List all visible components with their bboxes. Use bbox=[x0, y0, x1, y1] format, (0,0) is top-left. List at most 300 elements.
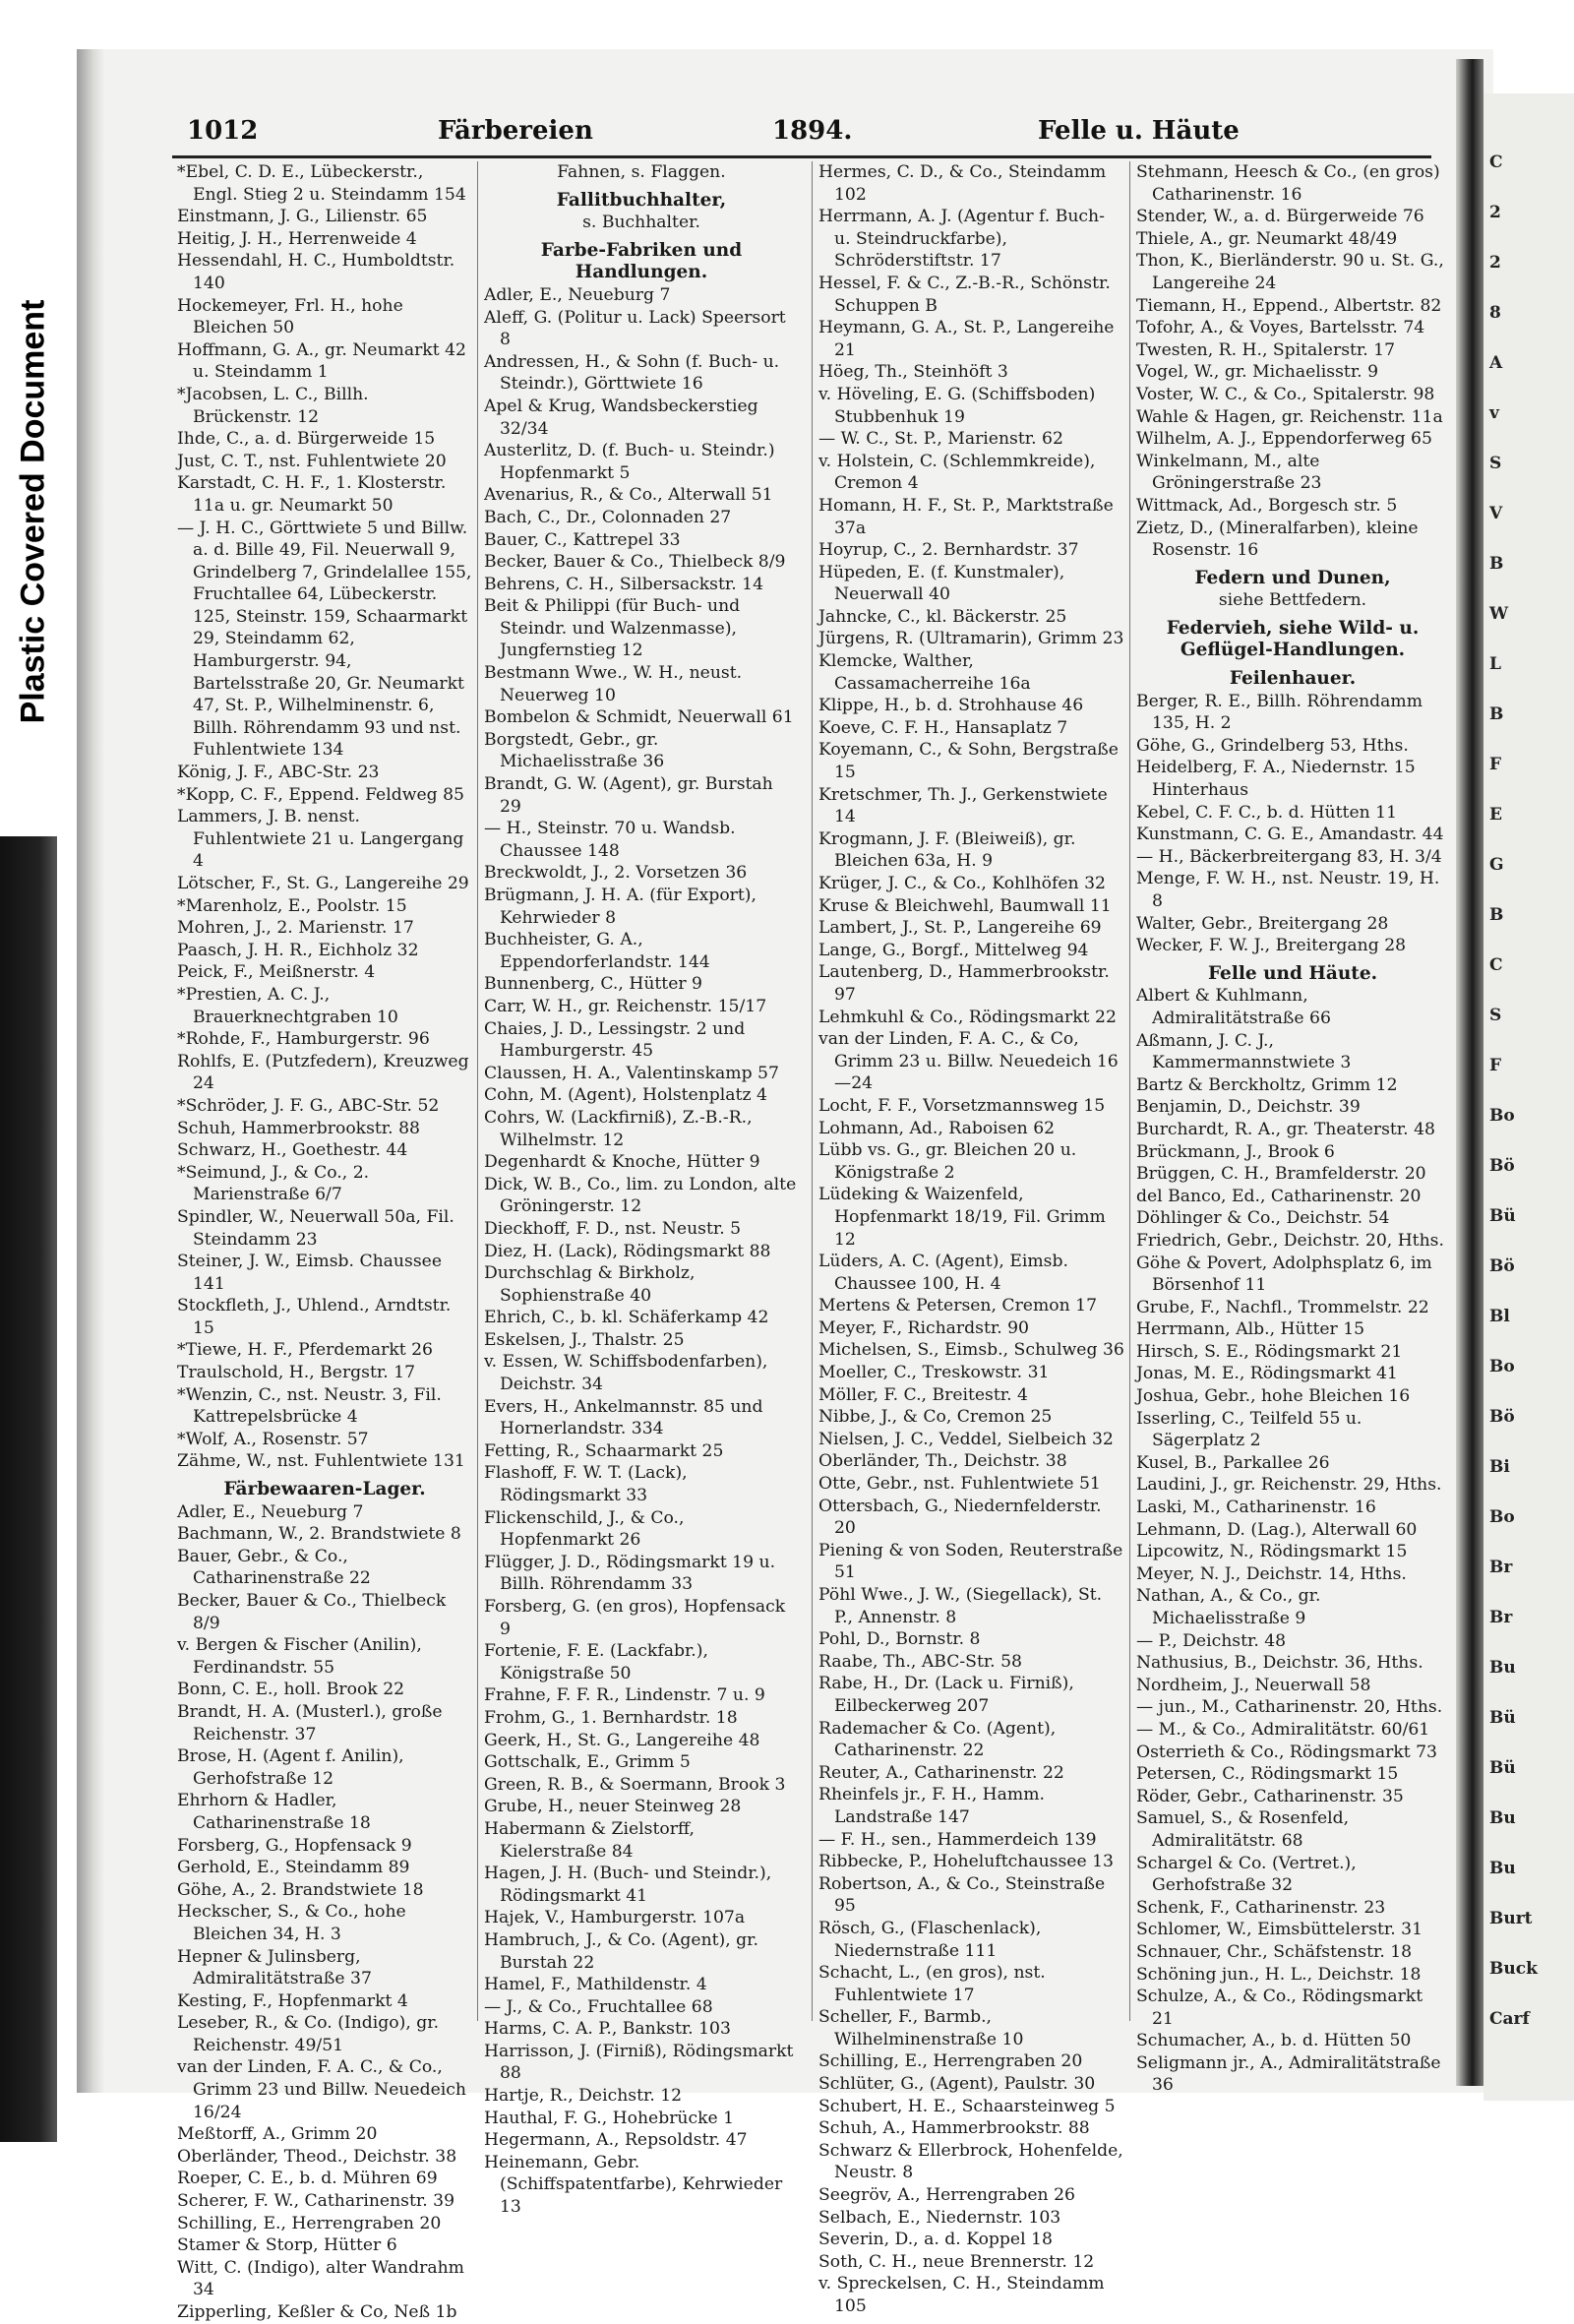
directory-entry: Rheinfels jr., F. H., Hamm. Landstraße 147 bbox=[818, 1785, 1045, 1827]
section-heading: Färbewaaren-Lager. bbox=[223, 1479, 426, 1500]
book-gutter bbox=[1456, 59, 1483, 2086]
directory-entry: Herrmann, Alb., Hütter 15 bbox=[1136, 1319, 1365, 1340]
directory-entry: Hambruch, J., & Co. (Agent), gr. Burstah 22 bbox=[484, 1929, 758, 1973]
adjacent-page-fragment: Bo bbox=[1489, 1106, 1515, 1126]
directory-entry: Behrens, C. H., Silbersackstr. 14 bbox=[484, 574, 764, 594]
directory-entry: Kusel, B., Parkallee 26 bbox=[1136, 1452, 1330, 1473]
directory-entry: Petersen, C., Rödingsmarkt 15 bbox=[1136, 1764, 1399, 1785]
adjacent-page-fragment: Carf bbox=[1489, 2009, 1530, 2029]
directory-entry: Michelsen, S., Eimsb., Schulweg 36 bbox=[818, 1340, 1124, 1361]
adjacent-page-fragment: Bo bbox=[1489, 1507, 1515, 1527]
directory-entry: Schnauer, Chr., Schäfstenstr. 18 bbox=[1136, 1941, 1413, 1962]
directory-entry: Rademacher & Co. (Agent), Catharinenstr. 22 bbox=[818, 1718, 1057, 1761]
directory-entry: Hepner & Julinsberg, Admiralitätstraße 37 bbox=[177, 1946, 372, 1989]
adjacent-page-fragment: B bbox=[1489, 704, 1504, 724]
directory-entry: Mohren, J., 2. Marienstr. 17 bbox=[177, 918, 414, 939]
directory-entry: Otte, Gebr., nst. Fuhlentwiete 51 bbox=[818, 1474, 1101, 1495]
directory-entry: Walter, Gebr., Breitergang 28 bbox=[1136, 913, 1389, 934]
directory-entry: Heitig, J. H., Herrenweide 4 bbox=[177, 228, 417, 249]
adjacent-page-fragment: L bbox=[1489, 654, 1501, 674]
directory-entry: Wilhelm, A. J., Eppendorferweg 65 bbox=[1136, 429, 1432, 450]
directory-entry: Schlüter, G., (Agent), Paulstr. 30 bbox=[818, 2074, 1096, 2095]
adjacent-page-fragment: S bbox=[1489, 1006, 1502, 1025]
directory-entry: Robertson, A., & Co., Steinstraße 95 bbox=[818, 1873, 1106, 1917]
column-3 bbox=[818, 161, 1125, 2316]
directory-entry: Avenarius, R., & Co., Alterwall 51 bbox=[484, 485, 773, 506]
directory-entry: Wecker, F. W. J., Breitergang 28 bbox=[1136, 936, 1407, 956]
directory-entry: Fortenie, F. E. (Lackfabr.), Königstraße 50 bbox=[484, 1641, 708, 1683]
directory-entry: *Rohde, F., Hamburgerstr. 96 bbox=[177, 1029, 430, 1050]
directory-entry: Aßmann, J. C. J., Kammermannstwiete 3 bbox=[1136, 1030, 1352, 1073]
directory-entry: *Prestien, A. C. J., Brauerknechtgraben 10 bbox=[177, 984, 398, 1027]
directory-entry: Lübb vs. G., gr. Bleichen 20 u. Königstraße 2 bbox=[818, 1140, 1077, 1183]
directory-entry: *Marenholz, E., Poolstr. 15 bbox=[177, 895, 407, 916]
directory-entry: Scherer, F. W., Catharinenstr. 39 bbox=[177, 2191, 455, 2212]
directory-entry: Locht, F. F., Vorsetzmannsweg 15 bbox=[818, 1095, 1106, 1116]
directory-entry: Lange, G., Borgf., Mittelweg 94 bbox=[818, 940, 1089, 960]
directory-entry: Rösch, G., (Flaschenlack), Niedernstraße 111 bbox=[818, 1918, 1042, 1961]
adjacent-page-fragment: Bu bbox=[1489, 1808, 1516, 1828]
adjacent-page-fragment: Bü bbox=[1489, 1758, 1516, 1778]
directory-entry: Schwarz & Ellerbrock, Hohenfelde, Neustr. 8 bbox=[818, 2140, 1123, 2183]
directory-entry: del Banco, Ed., Catharinenstr. 20 bbox=[1136, 1186, 1422, 1206]
directory-entry: Berger, R. E., Billh. Röhrendamm 135, H. 2 bbox=[1136, 691, 1423, 734]
directory-entry: Lüdeking & Waizenfeld, Hopfenmarkt 18/19, Fil. Grimm 12 bbox=[818, 1185, 1106, 1250]
directory-entry: Ihde, C., a. d. Bürgerweide 15 bbox=[177, 429, 436, 450]
directory-entry: Nibbe, J., & Co, Cremon 25 bbox=[818, 1407, 1053, 1428]
directory-entry: Krüger, J. C., & Co., Kohlhöfen 32 bbox=[818, 874, 1106, 893]
directory-entry: — J. H. C., Görttwiete 5 und Billw. a. d. Bille 49, Fil. Neuerwall 9, Grindelberg 7, Grindelallee 155, Fruchtallee 64, Lübeckerstr. 125, Steinstr. 159, Schaarmarkt 29, Steindamm 62, Hamburgerstr. 94, Bartelsstraße 20, Gr. Neumarkt 47, St. P., Wilhelminenstr. 6, Billh. Röhrendamm 93 und nst. Fuhlentwiete 134 bbox=[177, 518, 472, 761]
directory-entry: Lautenberg, D., Hammerbrookstr. 97 bbox=[818, 962, 1110, 1005]
directory-entry: Nathan, A., & Co., gr. Michaelisstraße 9 bbox=[1136, 1586, 1321, 1628]
directory-entry: Heidelberg, F. A., Niedernstr. 15 Hinterhaus bbox=[1136, 758, 1416, 801]
section-heading: Felle und Häute. bbox=[1207, 962, 1378, 984]
cross-reference: s. Buchhalter. bbox=[582, 213, 700, 233]
directory-entry: Pohl, D., Bornstr. 8 bbox=[818, 1629, 981, 1650]
directory-entry: Hartje, R., Deichstr. 12 bbox=[484, 2086, 683, 2107]
directory-entry: Just, C. T., nst. Fuhlentwiete 20 bbox=[177, 451, 447, 471]
directory-entry: Oberländer, Th., Deichstr. 38 bbox=[818, 1451, 1067, 1472]
directory-entry: *Jacobsen, L. C., Billh. Brückenstr. 12 bbox=[177, 384, 369, 427]
directory-entry: Koeve, C. F. H., Hansaplatz 7 bbox=[818, 717, 1068, 738]
directory-entry: Apel & Krug, Wandsbeckerstieg 32/34 bbox=[484, 396, 758, 439]
directory-entry: Voster, W. C., & Co., Spitalerstr. 98 bbox=[1136, 384, 1435, 404]
directory-entry: Schlomer, W., Eimsbüttelerstr. 31 bbox=[1136, 1920, 1423, 1940]
directory-entry: Kebel, C. F. C., b. d. Hütten 11 bbox=[1136, 802, 1398, 823]
adjacent-page-fragment: Bu bbox=[1489, 1658, 1516, 1678]
adjacent-page-fragment: A bbox=[1489, 353, 1503, 373]
plastic-covered-label-text: Plastic Covered Document bbox=[14, 299, 52, 724]
adjacent-page-fragment: v bbox=[1489, 403, 1499, 423]
directory-entry: Laski, M., Catharinenstr. 16 bbox=[1136, 1498, 1376, 1518]
directory-entry: Bestmann Wwe., W. H., neust. Neuerweg 10 bbox=[484, 663, 743, 705]
directory-entry: Göhe & Povert, Adolphsplatz 6, im Börsenhof 11 bbox=[1136, 1253, 1432, 1296]
adjacent-page-fragment: Bl bbox=[1489, 1307, 1510, 1326]
adjacent-page-fragment: Bü bbox=[1489, 1708, 1516, 1728]
directory-entry: Zähme, W., nst. Fuhlentwiete 131 bbox=[177, 1451, 465, 1472]
directory-entry: Samuel, S., & Rosenfeld, Admiralitätstr. 68 bbox=[1136, 1808, 1350, 1851]
directory-entry: Gerhold, E., Steindamm 89 bbox=[177, 1858, 410, 1878]
directory-entry: *Seimund, J., & Co., 2. Marienstraße 6/7 bbox=[177, 1162, 370, 1205]
directory-entry: Austerlitz, D. (f. Buch- u. Steindr.) Hopfenmarkt 5 bbox=[484, 441, 775, 483]
directory-entry: Traulschold, H., Bergstr. 17 bbox=[177, 1363, 416, 1383]
directory-entry: Chaies, J. D., Lessingstr. 2 und Hamburgerstr. 45 bbox=[484, 1018, 746, 1062]
directory-entry: — W. C., St. P., Marienstr. 62 bbox=[818, 429, 1063, 450]
directory-entry: Hauthal, F. G., Hohebrücke 1 bbox=[484, 2108, 735, 2128]
directory-entry: Nathusius, B., Deichstr. 36, Hths. bbox=[1136, 1653, 1423, 1674]
directory-entry: Karstadt, C. H. F., 1. Klosterstr. 11a u. gr. Neumarkt 50 bbox=[177, 473, 447, 516]
directory-entry: Stehmann, Heesch & Co., (en gros) Catharinenstr. 16 bbox=[1136, 162, 1440, 205]
adjacent-page-fragment: C bbox=[1489, 153, 1503, 172]
adjacent-page-fragment: 2 bbox=[1489, 253, 1501, 273]
directory-entry: Forsberg, G., Hopfensack 9 bbox=[177, 1835, 412, 1856]
directory-entry: Frahne, F. F. R., Lindenstr. 7 u. 9 bbox=[484, 1685, 765, 1706]
adjacent-page-fragment: C bbox=[1489, 955, 1503, 975]
directory-entry: Meyer, F., Richardstr. 90 bbox=[818, 1317, 1029, 1338]
adjacent-page-fragment: Buck bbox=[1489, 1959, 1538, 1979]
directory-entry: Adler, E., Neueburg 7 bbox=[484, 284, 671, 305]
directory-entry: Ottersbach, G., Niedernfelderstr. 20 bbox=[818, 1496, 1102, 1539]
adjacent-page-fragment: Bö bbox=[1489, 1156, 1515, 1176]
directory-entry: Carr, W. H., gr. Reichenstr. 15/17 bbox=[484, 996, 767, 1016]
directory-entry: Oberländer, Theod., Deichstr. 38 bbox=[177, 2146, 457, 2167]
directory-entry: Schilling, E., Herrengraben 20 bbox=[177, 2213, 442, 2233]
directory-entry: — F. H., sen., Hammerdeich 139 bbox=[818, 1829, 1097, 1850]
adjacent-page-fragment: F bbox=[1489, 1056, 1502, 1075]
directory-entry: Scheller, F., Barmb., Wilhelminenstraße 10 bbox=[818, 2007, 1024, 2049]
section-heading: Federn und Dunen, bbox=[1194, 567, 1391, 588]
directory-entry: Lohmann, Ad., Raboisen 62 bbox=[818, 1118, 1056, 1138]
directory-entry: Joshua, Gebr., hohe Bleichen 16 bbox=[1136, 1386, 1411, 1407]
adjacent-page-fragment: Bö bbox=[1489, 1256, 1515, 1276]
directory-entry: *Wenzin, C., nst. Neustr. 3, Fil. Kattrepelsbrücke 4 bbox=[177, 1384, 442, 1428]
directory-entry: — H., Bäckerbreitergang 83, H. 3/4 bbox=[1136, 846, 1442, 867]
directory-entry: Thon, K., Bierländerstr. 90 u. St. G., Langereihe 24 bbox=[1136, 251, 1444, 293]
adjacent-page-fragment: Bu bbox=[1489, 1859, 1516, 1878]
directory-entry: Soth, C. H., neue Brennerstr. 12 bbox=[818, 2251, 1095, 2272]
adjacent-page-fragment: Bö bbox=[1489, 1407, 1515, 1427]
directory-entry: Roeper, C. E., b. d. Mühren 69 bbox=[177, 2169, 438, 2189]
directory-entry: Röder, Gebr., Catharinenstr. 35 bbox=[1136, 1786, 1404, 1806]
directory-entry: Laudini, J., gr. Reichenstr. 29, Hths. bbox=[1136, 1475, 1442, 1496]
directory-entry: Breckwoldt, J., 2. Vorsetzen 36 bbox=[484, 863, 748, 884]
directory-entry: Hockemeyer, Frl. H., hohe Bleichen 50 bbox=[177, 295, 403, 338]
directory-entry: Heckscher, S., & Co., hohe Bleichen 34, H. 3 bbox=[177, 1902, 406, 1944]
year: 1894. bbox=[772, 116, 853, 146]
directory-entry: Becker, Bauer & Co., Thielbeck 8/9 bbox=[177, 1591, 447, 1633]
directory-entry: Bunnenberg, C., Hütter 9 bbox=[484, 974, 702, 995]
directory-entry: van der Linden, F. A. C., & Co., Grimm 23 und Billw. Neuedeich 16/24 bbox=[177, 2057, 466, 2122]
directory-entry: Rohlfs, E. (Putzfedern), Kreuzweg 24 bbox=[177, 1051, 469, 1094]
directory-entry: König, J. F., ABC-Str. 23 bbox=[177, 763, 380, 783]
directory-entry: van der Linden, F. A. C., & Co, Grimm 23 u. Billw. Neuedeich 16—24 bbox=[818, 1029, 1119, 1094]
directory-entry: Peick, F., Meißnerstr. 4 bbox=[177, 962, 376, 983]
directory-entry: Fetting, R., Schaarmarkt 25 bbox=[484, 1440, 724, 1461]
directory-entry: Twesten, R. H., Spitalerstr. 17 bbox=[1136, 339, 1396, 360]
directory-entry: *Tiewe, H. F., Pferdemarkt 26 bbox=[177, 1340, 433, 1361]
adjacent-page-fragment: 8 bbox=[1489, 303, 1501, 323]
directory-entry: Grube, H., neuer Steinweg 28 bbox=[484, 1797, 742, 1817]
directory-entry: Bonn, C. E., holl. Brook 22 bbox=[177, 1680, 405, 1700]
directory-entry: Isserling, C., Teilfeld 55 u. Sägerplatz 2 bbox=[1136, 1408, 1362, 1451]
directory-entry: Herrmann, A. J. (Agentur f. Buch- u. Steindruckfarbe), Schröderstiftstr. 17 bbox=[818, 207, 1105, 272]
directory-entry: Diez, H. (Lack), Rödingsmarkt 88 bbox=[484, 1241, 771, 1261]
directory-entry: Spindler, W., Neuerwall 50a, Fil. Steindamm 23 bbox=[177, 1206, 454, 1250]
adjacent-page-fragment: V bbox=[1489, 504, 1503, 523]
directory-entry: Ribbecke, P., Hoheluftchaussee 13 bbox=[818, 1852, 1114, 1872]
column-divider bbox=[1129, 161, 1130, 2021]
directory-entry: — M., & Co., Admiralitätstr. 60/61 bbox=[1136, 1719, 1430, 1740]
directory-entry: Mertens & Petersen, Cremon 17 bbox=[818, 1296, 1098, 1316]
directory-entry: Lüders, A. C. (Agent), Eimsb. Chaussee 100, H. 4 bbox=[818, 1252, 1068, 1294]
adjacent-page-fragment: B bbox=[1489, 905, 1504, 925]
directory-entry: Green, R. B., & Soermann, Brook 3 bbox=[484, 1774, 786, 1795]
directory-entry: Eskelsen, J., Thalstr. 25 bbox=[484, 1329, 685, 1350]
directory-entry: Tofohr, A., & Voyes, Bartelsstr. 74 bbox=[1136, 318, 1425, 338]
directory-entry: Meßtorff, A., Grimm 20 bbox=[177, 2124, 378, 2145]
directory-entry: Witt, C. (Indigo), alter Wandrahm 34 bbox=[177, 2257, 464, 2300]
directory-entry: Krogmann, J. F. (Bleiweiß), gr. Bleichen 63a, H. 9 bbox=[818, 828, 1076, 872]
directory-entry: Hajek, V., Hamburgerstr. 107a bbox=[484, 1908, 746, 1928]
directory-entry: Göhe, A., 2. Brandstwiete 18 bbox=[177, 1879, 424, 1900]
adjacent-page-fragment: 2 bbox=[1489, 203, 1501, 222]
directory-entry: Albert & Kuhlmann, Admiralitätstraße 66 bbox=[1136, 986, 1331, 1028]
directory-entry: Habermann & Zielstorff, Kielerstraße 84 bbox=[484, 1818, 695, 1862]
directory-entry: Brüggen, C. H., Bramfelderstr. 20 bbox=[1136, 1164, 1426, 1185]
directory-entry: Schenk, F., Catharinenstr. 23 bbox=[1136, 1897, 1386, 1918]
directory-entry: Jonas, M. E., Rödingsmarkt 41 bbox=[1136, 1364, 1398, 1384]
directory-entry: Wahle & Hagen, gr. Reichenstr. 11a bbox=[1136, 406, 1443, 427]
directory-entry: Döhlinger & Co., Deichstr. 54 bbox=[1136, 1208, 1390, 1229]
directory-entry: Klippe, H., b. d. Strohhause 46 bbox=[818, 696, 1084, 716]
directory-entry: Frohm, G., 1. Bernhardstr. 18 bbox=[484, 1707, 738, 1728]
section-heading: Fallitbuchhalter, bbox=[556, 189, 727, 211]
directory-entry: Nielsen, J. C., Veddel, Sielbeich 32 bbox=[818, 1429, 1114, 1449]
directory-entry: Jürgens, R. (Ultramarin), Grimm 23 bbox=[818, 629, 1124, 649]
directory-entry: Dick, W. B., Co., lim. zu London, alte Gröningerstr. 12 bbox=[484, 1174, 797, 1217]
directory-entry: v. Bergen & Fischer (Anilin), Ferdinandstr. 55 bbox=[177, 1635, 422, 1678]
directory-entry: Seegröv, A., Herrengraben 26 bbox=[818, 2185, 1075, 2206]
directory-entry: — P., Deichstr. 48 bbox=[1136, 1630, 1287, 1651]
directory-entry: *Wolf, A., Rosenstr. 57 bbox=[177, 1429, 369, 1449]
directory-entry: Göhe, G., Grindelberg 53, Hths. bbox=[1136, 735, 1409, 756]
directory-entry: Osterrieth & Co., Rödingsmarkt 73 bbox=[1136, 1742, 1437, 1762]
directory-entry: Becker, Bauer & Co., Thielbeck 8/9 bbox=[484, 552, 786, 573]
directory-entry: Heymann, G. A., St. P., Langereihe 21 bbox=[818, 318, 1115, 360]
column-4 bbox=[1136, 161, 1449, 2096]
directory-entry: Pöhl Wwe., J. W., (Siegellack), St. P., Annenstr. 8 bbox=[818, 1585, 1103, 1627]
directory-entry: Stamer & Storp, Hütter 6 bbox=[177, 2235, 397, 2256]
directory-entry: Borgstedt, Gebr., gr. Michaelisstraße 36 bbox=[484, 729, 665, 772]
directory-entry: Flashoff, F. W. T. (Lack), Rödingsmarkt 33 bbox=[484, 1463, 688, 1506]
directory-entry: Claussen, H. A., Valentinskamp 57 bbox=[484, 1063, 779, 1083]
directory-entry: Aleff, G. (Politur u. Lack) Speersort 8 bbox=[484, 307, 786, 350]
directory-entry: Flickenschild, J., & Co., Hopfenmarkt 26 bbox=[484, 1507, 685, 1551]
directory-entry: Paasch, J. H. R., Eichholz 32 bbox=[177, 940, 419, 960]
directory-entry: Hoyrup, C., 2. Bernhardstr. 37 bbox=[818, 540, 1079, 561]
directory-entry: Lipcowitz, N., Rödingsmarkt 15 bbox=[1136, 1542, 1408, 1562]
directory-entry: Hüpeden, E. (f. Kunstmaler), Neuerwall 40 bbox=[818, 562, 1065, 605]
directory-entry: Brügmann, J. H. A. (für Export), Kehrwieder 8 bbox=[484, 886, 757, 928]
directory-entry: Harrisson, J. (Firniß), Rödingsmarkt 88 bbox=[484, 2041, 794, 2084]
adjacent-page-fragment: G bbox=[1489, 855, 1504, 875]
directory-entry: Lehmkuhl & Co., Rödingsmarkt 22 bbox=[818, 1007, 1117, 1027]
directory-entry: Schuh, A., Hammerbrookstr. 88 bbox=[818, 2118, 1090, 2139]
directory-entry: Leseber, R., & Co. (Indigo), gr. Reichenstr. 49/51 bbox=[177, 2013, 440, 2055]
header-rule bbox=[172, 155, 1431, 158]
directory-entry: Bartz & Berckholtz, Grimm 12 bbox=[1136, 1074, 1398, 1095]
directory-entry: v. Essen, W. Schiffsbodenfarben), Deichstr. 34 bbox=[484, 1352, 768, 1395]
directory-entry: Flügger, J. D., Rödingsmarkt 19 u. Billh. Röhrendamm 33 bbox=[484, 1552, 776, 1595]
directory-entry: Vogel, W., gr. Michaelisstr. 9 bbox=[1136, 362, 1379, 383]
directory-entry: Hessendahl, H. C., Humboldtstr. 140 bbox=[177, 251, 455, 293]
directory-entry: Evers, H., Ankelmannstr. 85 und Hornerlandstr. 334 bbox=[484, 1396, 763, 1439]
directory-entry: v. Holstein, C. (Schlemmkreide), Cremon 4 bbox=[818, 451, 1096, 494]
directory-entry: Gottschalk, E., Grimm 5 bbox=[484, 1752, 691, 1773]
directory-entry: Brandt, G. W. (Agent), gr. Burstah 29 bbox=[484, 774, 773, 817]
directory-entry: Geerk, H., St. G., Langereihe 48 bbox=[484, 1730, 760, 1750]
directory-entry: Zipperling, Keßler & Co, Neß 1b bbox=[177, 2302, 457, 2322]
section-heading: Farbe-Fabriken und Handlungen. bbox=[540, 239, 743, 283]
directory-entry: Beit & Philippi (für Buch- und Steindr. und Walzenmasse), Jungfernstieg 12 bbox=[484, 596, 741, 661]
adjacent-page-fragment: S bbox=[1489, 454, 1502, 473]
directory-entry: Andressen, H., & Sohn (f. Buch- u. Steindr.), Görttwiete 16 bbox=[484, 351, 780, 395]
page-shadow bbox=[77, 49, 104, 2093]
directory-entry: Hagen, J. H. (Buch- und Steindr.), Rödingsmarkt 41 bbox=[484, 1864, 772, 1906]
directory-entry: Forsberg, G. (en gros), Hopfensack 9 bbox=[484, 1597, 786, 1639]
directory-entry: Hoffmann, G. A., gr. Neumarkt 42 u. Steindamm 1 bbox=[177, 339, 466, 383]
directory-entry: Severin, D., a. d. Koppel 18 bbox=[818, 2230, 1053, 2250]
directory-entry: Bauer, Gebr., & Co., Catharinenstraße 22 bbox=[177, 1546, 371, 1589]
column-1 bbox=[177, 161, 472, 2322]
directory-entry: Möller, F. C., Breitestr. 4 bbox=[818, 1384, 1028, 1405]
directory-entry: Wittmack, Ad., Borgesch str. 5 bbox=[1136, 495, 1398, 516]
directory-entry: Hessel, F. & C., Z.-B.-R., Schönstr. Schuppen B bbox=[818, 273, 1111, 316]
directory-entry: Jahncke, C., kl. Bäckerstr. 25 bbox=[818, 606, 1067, 627]
directory-entry: — J., & Co., Fruchtallee 68 bbox=[484, 1996, 713, 2017]
directory-entry: Winkelmann, M., alte Gröningerstraße 23 bbox=[1136, 451, 1322, 494]
directory-entry: Koyemann, C., & Sohn, Bergstraße 15 bbox=[818, 740, 1119, 783]
directory-entry: Selbach, E., Niedernstr. 103 bbox=[818, 2207, 1061, 2228]
directory-entry: Klemcke, Walther, Cassamacherreihe 16a bbox=[818, 651, 1031, 694]
directory-entry: v. Höveling, E. G. (Schiffsboden) Stubbenhuk 19 bbox=[818, 384, 1096, 427]
directory-entry: Dieckhoff, F. D., nst. Neustr. 5 bbox=[484, 1218, 742, 1239]
directory-entry: Hermes, C. D., & Co., Steindamm 102 bbox=[818, 162, 1107, 205]
directory-entry: Schilling, E., Herrengraben 20 bbox=[818, 2051, 1083, 2072]
adjacent-page-fragment: Br bbox=[1489, 1608, 1513, 1627]
directory-entry: Lehmann, D. (Lag.), Alterwall 60 bbox=[1136, 1519, 1418, 1540]
directory-entry: Schargel & Co. (Vertret.), Gerhofstraße 32 bbox=[1136, 1853, 1357, 1896]
directory-entry: — jun., M., Catharinenstr. 20, Hths. bbox=[1136, 1697, 1443, 1718]
directory-entry: Moeller, C., Treskowstr. 31 bbox=[818, 1363, 1050, 1383]
directory-entry: Menge, F. W. H., nst. Neustr. 19, H. 8 bbox=[1136, 869, 1440, 911]
directory-entry: Brandt, H. A. (Musterl.), große Reichenstr. 37 bbox=[177, 1701, 443, 1744]
directory-entry: Cohn, M. (Agent), Holstenplatz 4 bbox=[484, 1085, 767, 1106]
adjacent-page-fragment: F bbox=[1489, 755, 1502, 774]
directory-entry: Kunstmann, C. G. E., Amandastr. 44 bbox=[1136, 825, 1444, 845]
page-header bbox=[0, 116, 1574, 155]
directory-entry: Benjamin, D., Deichstr. 39 bbox=[1136, 1097, 1361, 1118]
directory-entry: Nordheim, J., Neuerwall 58 bbox=[1136, 1675, 1371, 1695]
cross-reference: siehe Bettfedern. bbox=[1218, 590, 1367, 611]
directory-entry: Piening & von Soden, Reuterstraße 51 bbox=[818, 1540, 1123, 1583]
directory-entry: — H., Steinstr. 70 u. Wandsb. Chaussee 148 bbox=[484, 819, 736, 861]
directory-entry: Rabe, H., Dr. (Lack u. Firniß), Eilbeckerweg 207 bbox=[818, 1674, 1074, 1716]
directory-entry: Lötscher, F., St. G., Langereihe 29 bbox=[177, 874, 469, 893]
directory-entry: Meyer, N. J., Deichstr. 14, Hths. bbox=[1136, 1563, 1407, 1584]
directory-entry: Kruse & Bleichwehl, Baumwall 11 bbox=[818, 895, 1112, 916]
directory-entry: Steiner, J. W., Eimsb. Chaussee 141 bbox=[177, 1252, 442, 1294]
directory-entry: Cohrs, W. (Lackfirniß), Z.-B.-R., Wilhelmstr. 12 bbox=[484, 1107, 753, 1150]
directory-entry: Stockfleth, J., Uhlend., Arndtstr. 15 bbox=[177, 1296, 452, 1338]
directory-entry: Lammers, J. B. nenst. Fuhlentwiete 21 u. Langergang 4 bbox=[177, 807, 464, 872]
directory-entry: Bach, C., Dr., Colonnaden 27 bbox=[484, 507, 732, 527]
column-2 bbox=[484, 161, 799, 2218]
adjacent-page-fragment: Bü bbox=[1489, 1206, 1516, 1226]
directory-entry: Thiele, A., gr. Neumarkt 48/49 bbox=[1136, 228, 1398, 249]
directory-entry: Raabe, Th., ABC-Str. 58 bbox=[818, 1651, 1022, 1672]
directory-entry: Schöning jun., H. L., Deichstr. 18 bbox=[1136, 1964, 1422, 1985]
directory-entry: Burchardt, R. A., gr. Theaterstr. 48 bbox=[1136, 1119, 1435, 1139]
adjacent-page-fragment: Br bbox=[1489, 1558, 1513, 1577]
adjacent-page-fragment: Bo bbox=[1489, 1357, 1515, 1376]
adjacent-page-fragment: Bi bbox=[1489, 1457, 1510, 1477]
directory-entry: Kretschmer, Th. J., Gerkenstwiete 14 bbox=[818, 784, 1108, 827]
directory-entry: Brose, H. (Agent f. Anilin), Gerhofstraße 12 bbox=[177, 1746, 404, 1789]
directory-entry: Lambert, J., St. P., Langereihe 69 bbox=[818, 918, 1102, 939]
adjacent-page-edge bbox=[1483, 93, 1574, 2101]
directory-entry: v. Spreckelsen, C. H., Steindamm 105 bbox=[818, 2274, 1105, 2316]
directory-entry: Hegermann, A., Repsoldstr. 47 bbox=[484, 2130, 748, 2151]
directory-entry: Stender, W., a. d. Bürgerweide 76 bbox=[1136, 207, 1424, 227]
directory-entry: Schwarz, H., Goethestr. 44 bbox=[177, 1140, 408, 1161]
directory-entry: Schumacher, A., b. d. Hütten 50 bbox=[1136, 2031, 1412, 2051]
directory-entry: Bachmann, W., 2. Brandstwiete 8 bbox=[177, 1524, 461, 1545]
directory-entry: Harms, C. A. P., Bankstr. 103 bbox=[484, 2019, 731, 2040]
column-divider bbox=[477, 161, 478, 2021]
directory-entry: Schulze, A., & Co., Rödingsmarkt 21 bbox=[1136, 1987, 1423, 2029]
directory-entry: Reuter, A., Catharinenstr. 22 bbox=[818, 1762, 1064, 1783]
directory-entry: Brückmann, J., Brook 6 bbox=[1136, 1141, 1335, 1162]
directory-entry: Ehrich, C., b. kl. Schäferkamp 42 bbox=[484, 1308, 769, 1328]
directory-entry: Schacht, L., (en gros), nst. Fuhlentwiete 17 bbox=[818, 1963, 1046, 2005]
directory-entry: *Kopp, C. F., Eppend. Feldweg 85 bbox=[177, 784, 464, 805]
section-heading: Federvieh, siehe Wild- u. Geflügel-Handlungen. bbox=[1166, 617, 1420, 661]
directory-entry: Schuh, Hammerbrookstr. 88 bbox=[177, 1118, 420, 1138]
directory-entry: Adler, E., Neueburg 7 bbox=[177, 1501, 364, 1522]
directory-entry: Kesting, F., Hopfenmarkt 4 bbox=[177, 1990, 408, 2011]
directory-entry: Seligmann jr., A., Admiralitätstraße 36 bbox=[1136, 2052, 1441, 2096]
directory-entry: Durchschlag & Birkholz, Sophienstraße 40 bbox=[484, 1263, 696, 1306]
adjacent-page-fragment: E bbox=[1489, 805, 1502, 825]
directory-entry: Degenhardt & Knoche, Hütter 9 bbox=[484, 1152, 760, 1173]
adjacent-page-fragment: W bbox=[1489, 604, 1509, 624]
directory-entry: Hirsch, S. E., Rödingsmarkt 21 bbox=[1136, 1341, 1403, 1362]
directory-entry: Einstmann, J. G., Lilienstr. 65 bbox=[177, 207, 428, 227]
directory-entry: Buchheister, G. A., Eppendorferlandstr. 144 bbox=[484, 930, 710, 972]
directory-entry: Schubert, H. E., Schaarsteinweg 5 bbox=[818, 2096, 1116, 2116]
directory-entry: Heinemann, Gebr. (Schiffspatentfarbe), Kehrwieder 13 bbox=[484, 2152, 783, 2218]
directory-entry: Bombelon & Schmidt, Neuerwall 61 bbox=[484, 707, 794, 728]
cross-reference: Fahnen, s. Flaggen. bbox=[557, 162, 726, 182]
directory-entry: Zietz, D., (Mineralfarben), kleine Rosenstr. 16 bbox=[1136, 518, 1419, 561]
left-section-title: Färbereien bbox=[438, 116, 593, 146]
directory-entry: Homann, H. F., St. P., Marktstraße 37a bbox=[818, 495, 1114, 538]
column-divider bbox=[812, 161, 813, 2021]
directory-entry: Ehrhorn & Hadler, Catharinenstraße 18 bbox=[177, 1791, 371, 1833]
directory-entry: Höeg, Th., Steinhöft 3 bbox=[818, 362, 1008, 383]
directory-entry: Tiemann, H., Eppend., Albertstr. 82 bbox=[1136, 295, 1442, 316]
